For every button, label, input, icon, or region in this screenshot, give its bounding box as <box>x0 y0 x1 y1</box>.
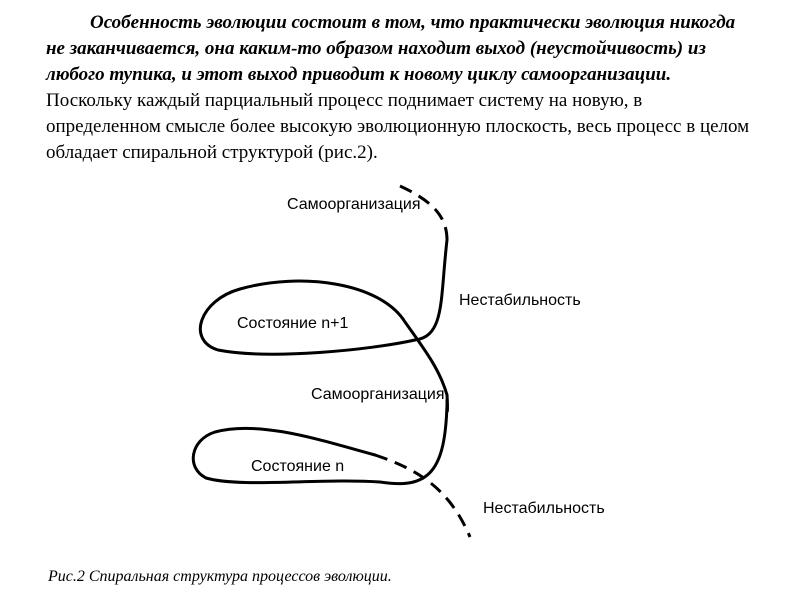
label-state-n-plus-1: Состояние n+1 <box>237 315 349 332</box>
bottom-instability-dashed-curve <box>375 455 470 537</box>
label-selforganization-top: Самоорганизация <box>287 196 421 213</box>
top-instability-dashed-curve <box>400 186 447 240</box>
label-state-n: Состояние n <box>251 458 345 475</box>
paragraph-body: Поскольку каждый парциальный процесс поднимает систему на новую, в определенном смысле более высокую эволюционную плоскость, весь процесс в целом обладает спиральной структурой (рис.2). <box>46 90 750 163</box>
label-instability-bottom: Нестабильность <box>483 500 605 517</box>
label-instability-top: Нестабильность <box>459 292 581 309</box>
paragraph-lead-bold-italic: Особенность эволюции состоит в том, что практически эволюция никогда не заканчивается, она каким-то образом находит выход (неустойчивость) из любого тупика, и этот выход приводит к новому циклу самоорганизации. <box>46 12 736 85</box>
figure-caption: Рис.2 Спиральная структура процессов эволюции. <box>48 568 392 585</box>
label-selforganization-middle: Самоорганизация <box>311 386 445 403</box>
